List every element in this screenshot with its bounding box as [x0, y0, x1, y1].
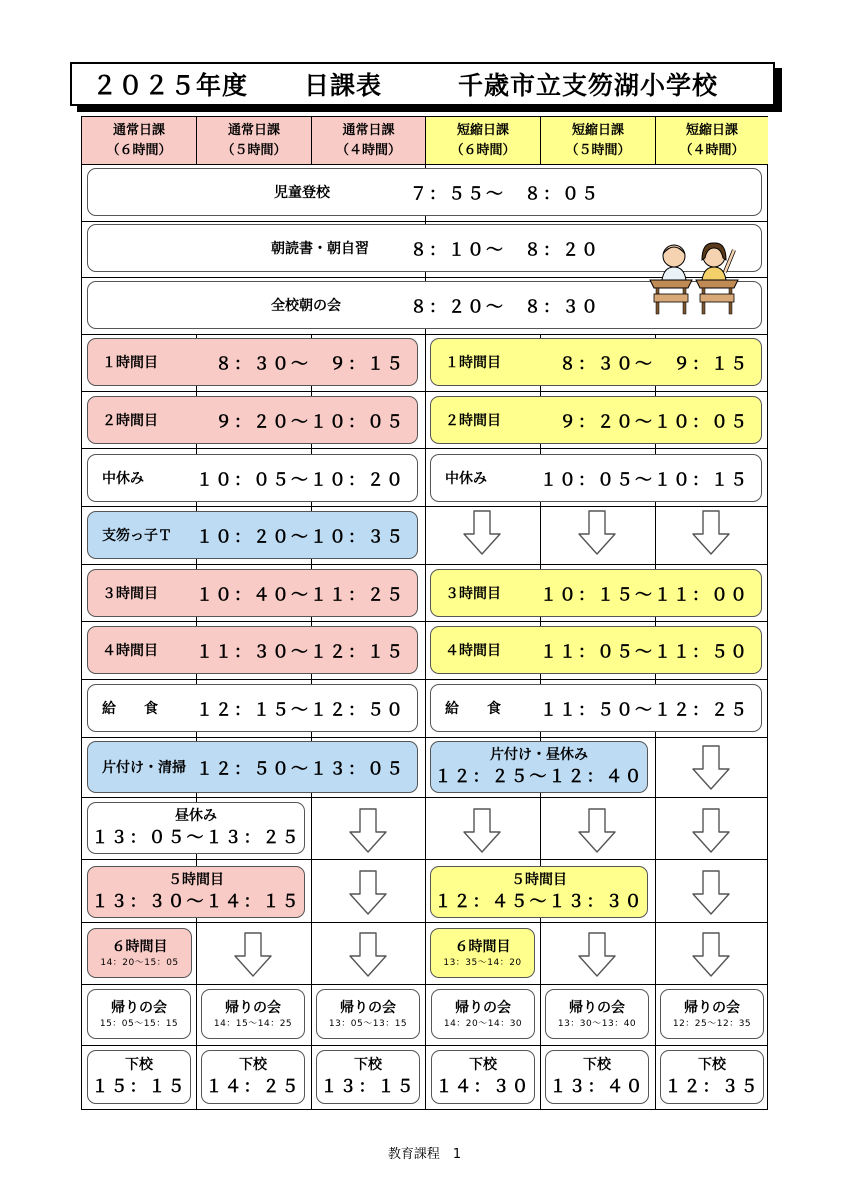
normal-noon-break: 昼休み １３：０５～１３：２５	[87, 802, 305, 854]
dismissal-5: 下校 １２：３５	[660, 1050, 764, 1104]
down-arrow-icon	[462, 808, 502, 854]
short-cleanup-noon-break: 片付け・昼休み １２：２５～１２：４０	[430, 741, 648, 793]
down-arrow-icon	[233, 932, 273, 978]
down-arrow-icon	[348, 870, 388, 916]
short-period-2: ２時間目 ９：２０～１０：０５	[430, 396, 762, 444]
header-short-4: 短縮日課 （４時間）	[656, 117, 768, 165]
normal-break: 中休み １０：０５～１０：２０	[87, 454, 418, 502]
dismissal-4: 下校 １３：４０	[545, 1050, 649, 1104]
title-school: 千歳市立支笏湖小学校	[458, 71, 719, 100]
normal-period-4: ４時間目 １１：３０～１２：１５	[87, 626, 418, 674]
short-period-6: ６時間目 13：35～14：20	[430, 928, 535, 978]
short-lunch: 給 食 １１：５０～１２：２５	[430, 684, 762, 732]
row-morning-reading: 朝読書・朝自習 ８：１０～ ８：２０	[87, 224, 762, 272]
down-arrow-icon	[577, 932, 617, 978]
down-arrow-icon	[691, 510, 731, 556]
normal-period-6: ６時間目 14：20～15：05	[87, 928, 192, 978]
short-period-4: ４時間目 １１：０５～１１：５０	[430, 626, 762, 674]
kaeri-no-kai-0: 帰りの会 15：05～15：15	[87, 989, 191, 1039]
kaeri-no-kai-3: 帰りの会 14：20～14：30	[431, 989, 535, 1039]
header-short-5: 短縮日課 （５時間）	[541, 117, 656, 165]
normal-period-2: ２時間目 ９：２０～１０：０５	[87, 396, 418, 444]
normal-period-1: １時間目 ８：３０～ ９：１５	[87, 338, 418, 386]
down-arrow-icon	[577, 808, 617, 854]
students-at-desks-icon	[646, 236, 742, 320]
page-title	[70, 62, 775, 106]
down-arrow-icon	[691, 808, 731, 854]
header-normal-4: 通常日課 （４時間）	[312, 117, 426, 165]
kaeri-no-kai-1: 帰りの会 14：15～14：25	[201, 989, 305, 1039]
kaeri-no-kai-2: 帰りの会 13：05～13：15	[316, 989, 420, 1039]
normal-shikotsu-t: 支笏っ子Ｔ １０：２０～１０：３５	[87, 511, 418, 559]
dismissal-1: 下校 １４：２５	[201, 1050, 305, 1104]
dismissal-2: 下校 １３：１５	[316, 1050, 420, 1104]
down-arrow-icon	[691, 870, 731, 916]
down-arrow-icon	[577, 510, 617, 556]
down-arrow-icon	[348, 932, 388, 978]
short-break: 中休み １０：０５～１０：１５	[430, 454, 762, 502]
normal-period-5: ５時間目 １３：３０～１４：１５	[87, 866, 305, 918]
title-year: ２０２５年度	[92, 71, 249, 100]
short-period-3: ３時間目 １０：１５～１１：００	[430, 569, 762, 617]
normal-lunch: 給 食 １２：１５～１２：５０	[87, 684, 418, 732]
title-name: 日課表	[304, 71, 383, 100]
footer-page-label: 教育課程 1	[387, 1147, 462, 1162]
dismissal-3: 下校 １４：３０	[431, 1050, 535, 1104]
short-period-5: ５時間目 １２：４５～１３：３０	[430, 866, 648, 918]
short-period-1: １時間目 ８：３０～ ９：１５	[430, 338, 762, 386]
header-normal-5: 通常日課 （５時間）	[197, 117, 312, 165]
header-short-6: 短縮日課 （６時間）	[426, 117, 541, 165]
row-arrival: 児童登校 ７：５５～ ８：０５	[87, 168, 762, 216]
normal-period-3: ３時間目 １０：４０～１１：２５	[87, 569, 418, 617]
row-morning-assembly: 全校朝の会 ８：２０～ ８：３０	[87, 281, 762, 329]
down-arrow-icon	[691, 745, 731, 791]
kaeri-no-kai-4: 帰りの会 13：30～13：40	[545, 989, 649, 1039]
down-arrow-icon	[691, 932, 731, 978]
down-arrow-icon	[348, 808, 388, 854]
dismissal-0: 下校 １５：１５	[87, 1050, 191, 1104]
kaeri-no-kai-5: 帰りの会 12：25～12：35	[660, 989, 764, 1039]
normal-cleaning: 片付け・清掃 １２：５０～１３：０５	[87, 741, 418, 793]
down-arrow-icon	[462, 510, 502, 556]
header-normal-6: 通常日課 （６時間）	[82, 117, 197, 165]
